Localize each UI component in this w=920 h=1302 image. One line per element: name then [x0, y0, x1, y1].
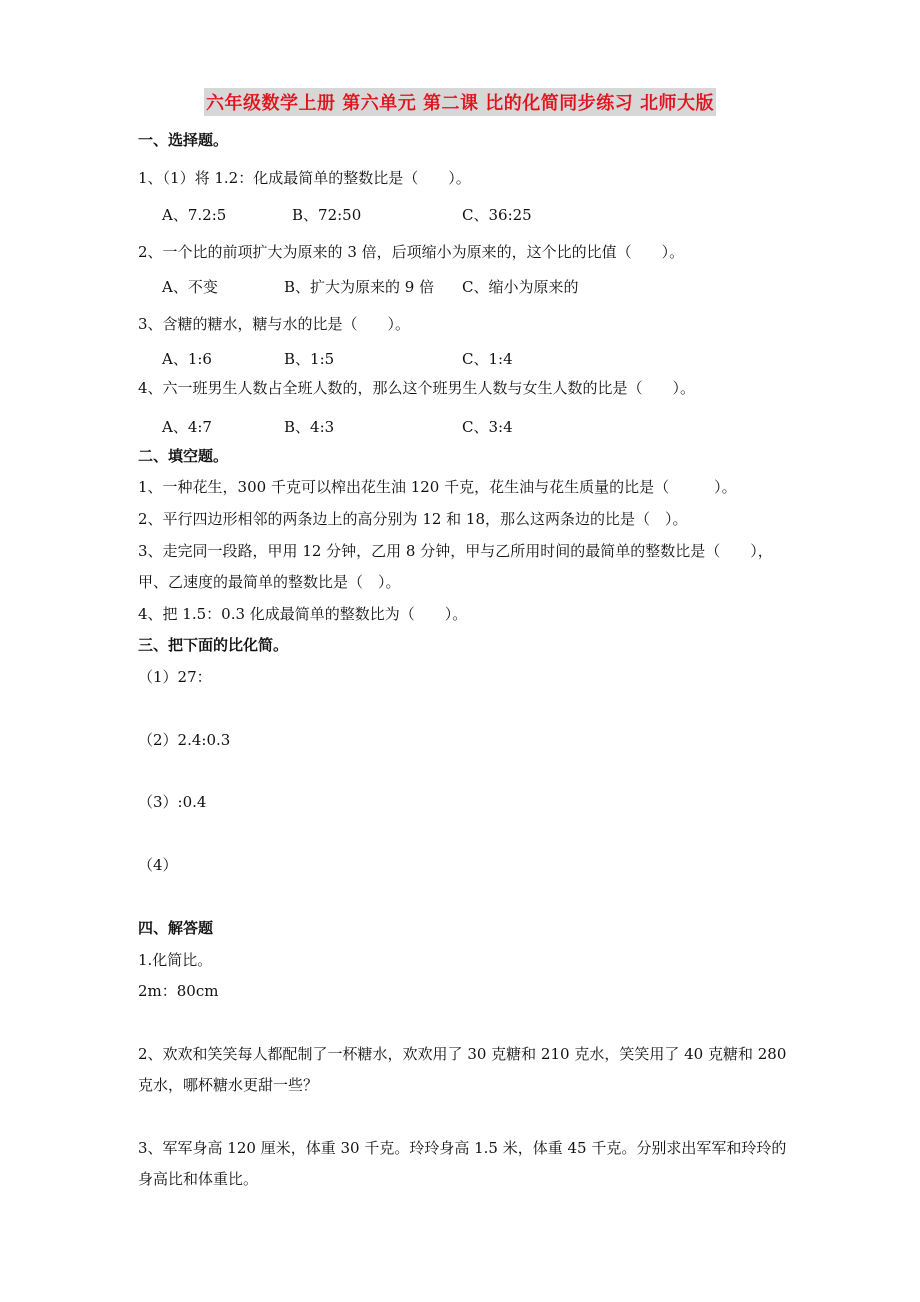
s1-q1-text: 1、（1）将 1.2：化成最简单的整数比是（ ）。 — [138, 169, 471, 187]
s4-q1-expression: 2m：80cm — [138, 982, 219, 1000]
s4-q2-text-line1: 2、欢欢和笑笑每人都配制了一杯糖水，欢欢用了 30 克糖和 210 克水，笑笑用了 40 克糖和 280 — [138, 1045, 787, 1063]
s2-q2-text: 2、平行四边形相邻的两条边上的高分别为 12 和 18，那么这两条边的比是（ ）。 — [138, 510, 688, 528]
section-1-heading: 一、选择题。 — [138, 131, 229, 149]
s4-q2-text-line2: 克水，哪杯糖水更甜一些？ — [138, 1076, 319, 1094]
s1-q3-option-a: A、1:6 — [162, 350, 212, 368]
s1-q4-option-c: C、3:4 — [462, 418, 513, 436]
s4-q3-text-line2: 身高比和体重比。 — [138, 1170, 259, 1188]
s1-q4-text: 4、六一班男生人数占全班人数的，那么这个班男生人数与女生人数的比是（ ）。 — [138, 379, 696, 397]
s1-q4-option-b: B、4:3 — [284, 418, 335, 436]
s1-q2-text: 2、一个比的前项扩大为原来的 3 倍，后项缩小为原来的，这个比的比值（ ）。 — [138, 243, 685, 261]
s1-q3-text: 3、含糖的糖水，糖与水的比是（ ）。 — [138, 315, 411, 333]
section-2-heading: 二、填空题。 — [138, 447, 229, 465]
s4-q3-text-line1: 3、军军身高 120 厘米，体重 30 千克。玲玲身高 1.5 米，体重 45 千克。分别求出军军和玲玲的 — [138, 1139, 787, 1157]
s1-q3-option-b: B、1:5 — [284, 350, 335, 368]
s1-q4-option-a: A、4:7 — [162, 418, 212, 436]
s1-q2-option-b: B、扩大为原来的 9 倍 — [284, 278, 435, 296]
s1-q1-option-a: A、7.2:5 — [162, 206, 227, 224]
s3-item-4: （4） — [138, 856, 178, 874]
section-3-heading: 三、把下面的比化简。 — [138, 636, 289, 654]
s2-q3-text-line1: 3、走完同一段路，甲用 12 分钟，乙用 8 分钟，甲与乙所用时间的最简单的整数比是（ ）， — [138, 542, 773, 560]
s1-q2-option-a: A、不变 — [162, 278, 218, 296]
s4-q1-label: 1.化简比。 — [138, 951, 213, 969]
s1-q3-option-c: C、1:4 — [462, 350, 513, 368]
s2-q3-text-line2: 甲、乙速度的最简单的整数比是（ ）。 — [138, 573, 401, 591]
title-text: 六年级数学上册 第六单元 第二课 比的化简同步练习 北师大版 — [204, 88, 716, 116]
section-4-heading: 四、解答题 — [138, 919, 214, 937]
s3-item-3: （3）:0.4 — [138, 793, 207, 811]
s3-item-2: （2）2.4:0.3 — [138, 731, 231, 749]
s1-q1-option-c: C、36:25 — [462, 206, 532, 224]
s3-item-1: （1）27： — [138, 668, 212, 686]
s2-q4-text: 4、把 1.5：0.3 化成最简单的整数比为（ ）。 — [138, 605, 468, 623]
s1-q2-option-c: C、缩小为原来的 — [462, 278, 579, 296]
s1-q1-option-b: B、72:50 — [292, 206, 362, 224]
page-title — [0, 88, 920, 116]
s2-q1-text: 1、一种花生，300 千克可以榨出花生油 120 千克，花生油与花生质量的比是（ ）。 — [138, 478, 737, 496]
